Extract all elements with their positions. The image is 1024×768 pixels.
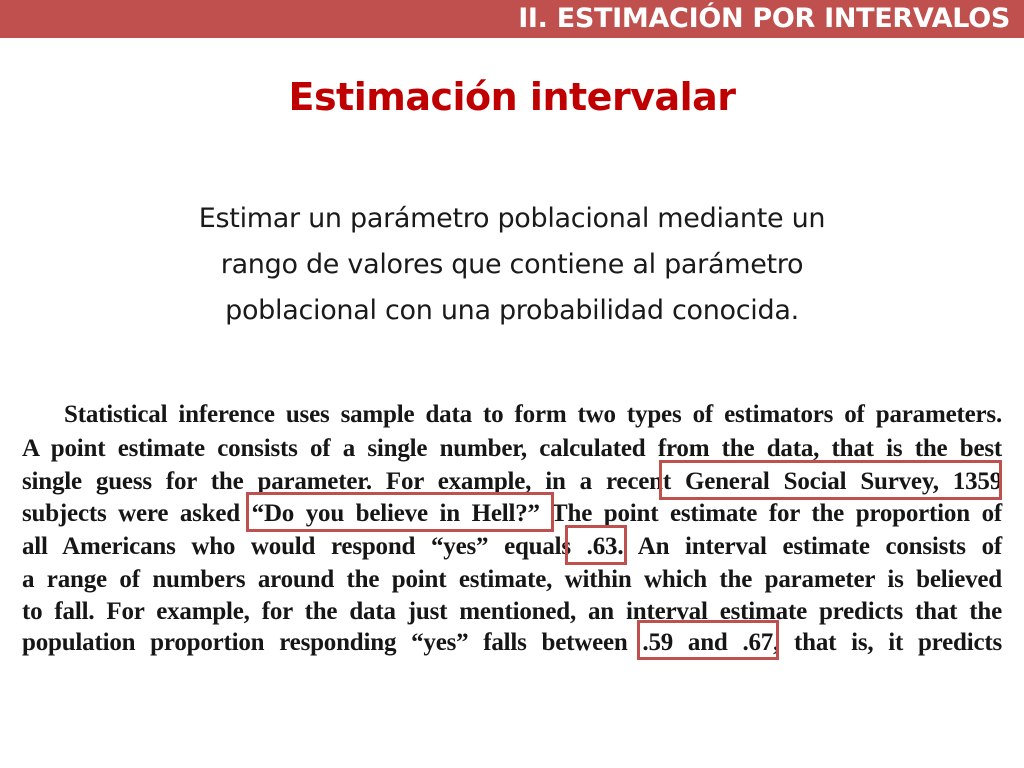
highlight-box-survey — [659, 460, 1002, 500]
excerpt-line: population proportion responding “yes” falls between .59 and .67, that is, it predicts — [22, 629, 1002, 656]
excerpt-line: all Americans who would respond “yes” equals .63. An interval estimate consists of — [22, 533, 1002, 560]
excerpt-line: subjects were asked “Do you believe in Hell?” The point estimate for the proportion of — [22, 500, 1002, 527]
definition-line: poblacional con una probabilidad conocida. — [225, 295, 799, 326]
slide-title: Estimación intervalar — [288, 75, 736, 119]
highlight-box-interval — [637, 620, 779, 660]
excerpt-line: Statistical inference uses sample data to form two types of estimators of parameters. — [64, 401, 1002, 428]
excerpt-line: A point estimate consists of a single number, calculated from the data, that is the best — [22, 435, 1002, 462]
excerpt-line: a range of numbers around the point estimate, within which the parameter is believed — [22, 566, 1002, 593]
excerpt-line: single guess for the parameter. For example, in a recent General Social Survey, 1359 — [22, 468, 1002, 495]
definition-text — [100, 196, 924, 334]
highlight-box-point-estimate — [565, 525, 627, 565]
textbook-excerpt — [22, 398, 1002, 666]
excerpt-line: to fall. For example, for the data just mentioned, an interval estimate predicts that the — [22, 598, 1002, 625]
section-banner — [0, 0, 1024, 38]
section-label: II. ESTIMACIÓN POR INTERVALOS — [518, 3, 1010, 34]
definition-line: Estimar un parámetro poblacional mediante un — [198, 203, 826, 234]
definition-line: rango de valores que contiene al parámetro — [220, 249, 804, 280]
highlight-box-question — [246, 492, 554, 532]
